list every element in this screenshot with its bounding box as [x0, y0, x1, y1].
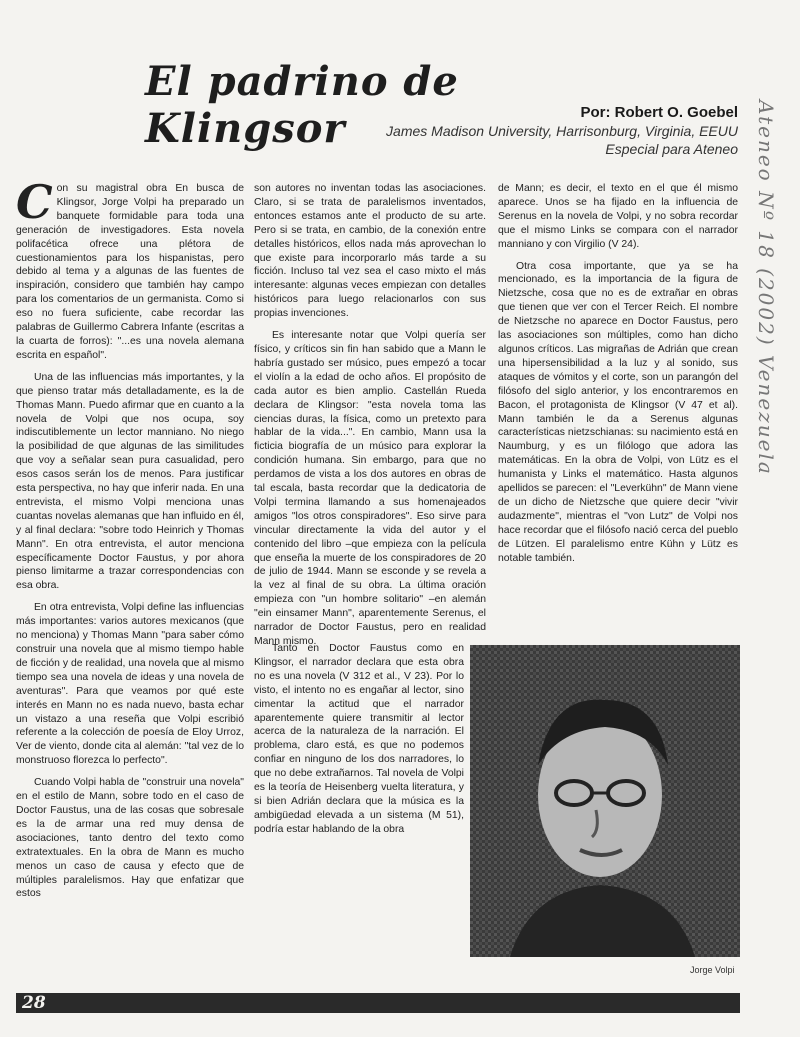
author-name: Por: Robert O. Goebel	[580, 104, 738, 121]
paragraph: Con su magistral obra En busca de Klingsor, Jorge Volpi ha preparado un banquete formidable para toda una generación de investigadores. Esta novela polifacética ofrece una plétora de cuestionamientos para los hispanistas, pero debido al tema y a algunas de las fuentes de inspiración, considero que también hay campo para los comentarios de un germanista. Como si eso no fuera suficiente, cabe recordar las palabras de Guillermo Cabrera Infante (escritas a la cuarta de forros): "...es una novela alemana escrita en español".	[16, 175, 244, 361]
paragraph: de Mann; es decir, el texto en el que él mismo aparece. Unos se ha fijado en la influencia de Serenus en la novela de Volpi, y no sobra recordar que el mismo Links se compara con el narrador manniano y con Virgilio (V 24).	[498, 183, 738, 250]
author-portrait-photo	[470, 645, 740, 957]
paragraph: Es interesante notar que Volpi quería ser físico, y críticos sin fin han sabido que a Mann le habría gustado ser músico, pues empezó a tocar el violín a la edad de ocho años. El propósito de cada autor es bien amplio. Castellán Rueda declara de Klingsor: "esta novela toma las ciencias duras, la física, como un pretexto para hablar de la vida...". En cambio, Mann usa la ficticia biografía de un músico para explorar la condición humana. Sin embargo, para que no perdamos de vista a los dos autores en obras de tal escala, basta recordar que la dedicatoria de Volpi termina llamando a sus homenajeados amigos "los otros conspiradores". Eso sirve para vincular directamente la vida del autor y el contenido del libro –que empieza con la película que enseña la muerte de los conspiradores de 20 de julio de 1944. Mann se esconde y se revela a la vez al final de su obra. La última oración empieza con "un hombre solitario" –en alemán "ein einsamer Mann", aparentemente Serenus, el narrador de Doctor Faustus, pero en realidad Mann mismo.	[254, 330, 486, 647]
handwritten-annotation: Ateneo Nº 18 (2002) Venezuela	[754, 100, 778, 476]
paragraph: Cuando Volpi habla de "construir una novela" en el estilo de Mann, sobre todo en el caso de Doctor Faustus, una de las cosas que sobresale es la de armar una red muy densa de asociaciones, tanto dentro del texto como extratextuales. En la obra de Mann es mucho menos un caso de causa y efecto que de múltiples paralelismos. Hay que enfatizar que estos	[16, 777, 244, 900]
text-column-3	[498, 182, 738, 632]
paragraph: Tanto en Doctor Faustus como en Klingsor, el narrador declara que esta obra no es una novela (V 312 et al., V 23). Por lo visto, el intento no es engañar al lector, sino cimentar la actitud que el narrador aparentemente quiere transmitir al lector acerca de la naturaleza de la narración. El problema, claro está, es que no podemos confiar en ninguno de los dos narradores, lo que no debe extrañarnos. Tal novela de Volpi es la teoría de Heisenberg vuelta literatura, y si bien Adrián declara que la música es la ambigüedad elevada a un sistema (M 51), podría estar hablando de la obra	[254, 643, 464, 835]
text-column-2-lower	[254, 642, 464, 972]
paragraph: En otra entrevista, Volpi define las influencias más importantes: varios autores mexicanos (que no menciona) y Thomas Mann "para saber cómo construir una novela que al mismo tiempo hable de ficción y de realidad, una novela que al mismo tiempo sea una novela de ideas y una novela de aventuras". Para que veamos por qué este interés en Mann no es nada nuevo, basta echar un vistazo a una reseña que Volpi escribió referente a la colección de poesía de Eloy Urroz, Ver de viento, donde cita al alemán: "tal vez de lo monstruoso florezca lo perfecto".	[16, 602, 244, 767]
page-number: 28	[22, 993, 46, 1013]
footer-bar	[16, 993, 740, 1013]
portrait-illustration	[470, 645, 740, 957]
paragraph: Una de las influencias más importantes, y la que pienso tratar más detalladamente, es la de Thomas Mann. Puedo afirmar que en cuanto a la novela de Volpi que nos ocupa, soy indiscutiblemente un lector manniano. No niego la posibilidad de que algunas de las similitudes que voy a señalar sean pura casualidad, pero esos casos serán los de menos. Para justificar esta perspectiva, no hay que inferir nada. En una entrevista, el mismo Volpi menciona unas cuantas novelas alemanas que han influido en él, y al final declara: "sobre todo Heinrich y Thomas Mann". En otra entrevista, el autor menciona específicamente Doctor Faustus, y por ahora pienso limitarme a trazar correspondencias con esa obra.	[16, 371, 244, 592]
author-affiliation: James Madison University, Harrisonburg, Virginia, EEUU	[386, 123, 738, 139]
text-column-2	[254, 182, 486, 647]
paragraph: Otra cosa importante, que ya se ha mencionado, es la importancia de la figura de Nietzsche, cosa que no es de extrañar en obras que tienen que ver con el Tercer Reich. El nombre de Nietzsche no aparece en Doctor Faustus, pero las asociaciones son múltiples, como han dicho algunos críticos. Las migrañas de Adrián que crean una hipersensibilidad a la luz y al sonido, sus ataques de vómitos y el corte, son un parangón del filósofo del siglo anterior, y los encontraremos en Bacon, el protagonista de Klingsor (V 47 et al). Mann también le da a Serenus algunas características nietzschianas: su nacimiento está en Naumburg, y es un filólogo que adora las matemáticas. En la obra de Volpi, von Lütz es el humanista y Links el matemático. Hasta algunos apellidos se parecen: el "Leverkühn" de Mann viene de un dicho de Nietzsche que quiere decir "vivir audazmente", mientras el "von Lutz" de Volpi nos hace recordar que el filósofo nació cerca del pueblo de Lützen. El paralelismo entre Kühn y Lütz es notable también.	[498, 260, 738, 564]
byline	[386, 104, 738, 157]
photo-caption: Jorge Volpi	[690, 965, 735, 975]
text-column-1	[16, 175, 244, 972]
article-title: El padrino de Klingsor	[145, 58, 459, 152]
special-note: Especial para Ateneo	[605, 141, 738, 157]
drop-cap: C	[16, 175, 53, 229]
paragraph: son autores no inventan todas las asociaciones. Claro, si se trata de paralelismos inventados, entonces estamos ante el producto de su arte. Pero si se trata, en cambio, de la conexión entre detalles históricos, ellos nada más aprovechan lo que existe para incorporarlo más tarde a su ficción. Incluso tal vez sea el caso mixto el más interesante: algunas veces empiezan con detalles históricos para luego relacionarlos con sus propias invenciones.	[254, 183, 486, 320]
